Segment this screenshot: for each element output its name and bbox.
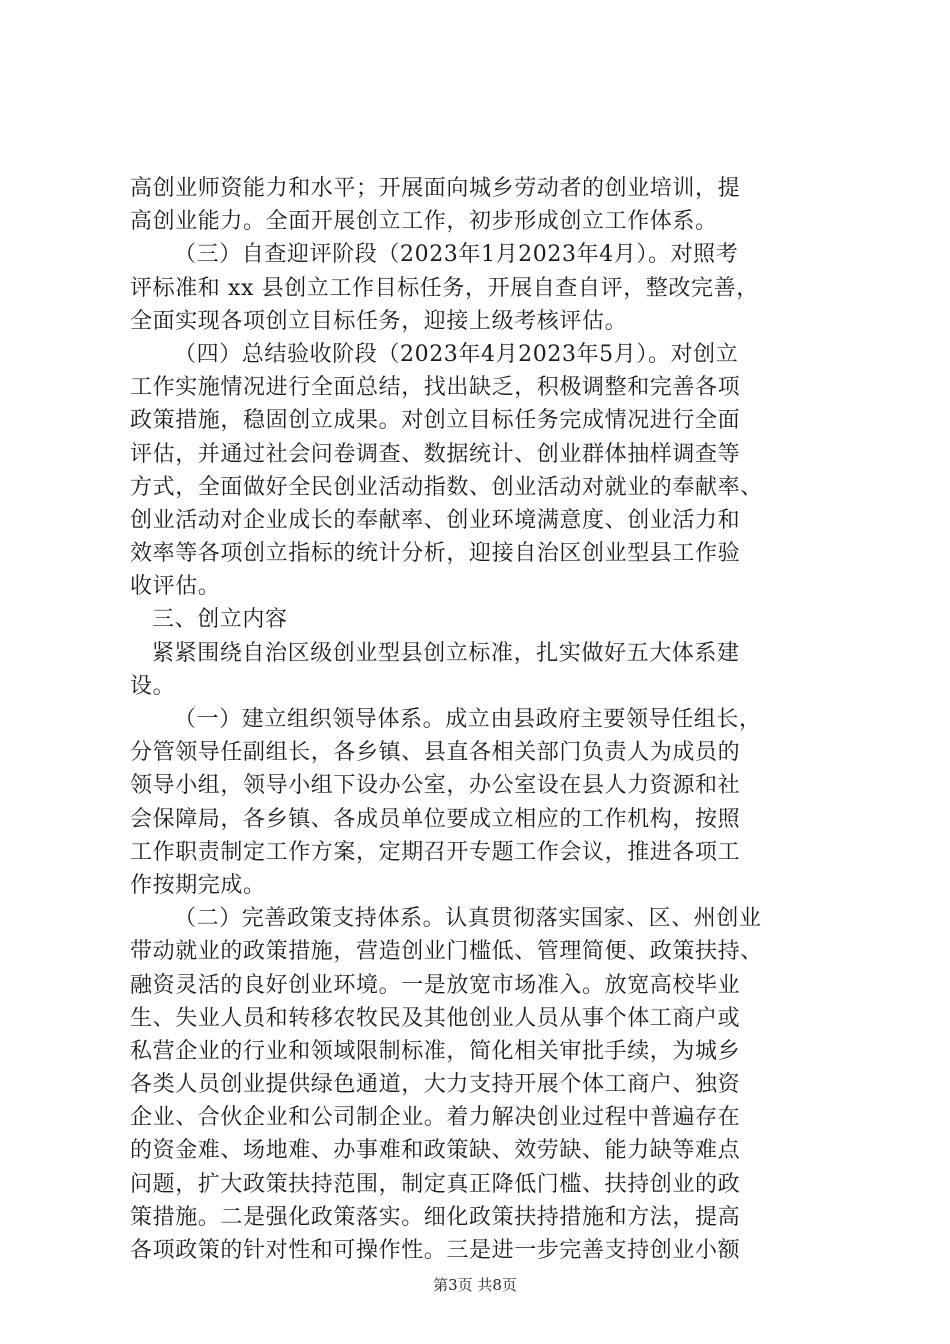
text-line: 领导小组，领导小组下设办公室，办公室设在县人力资源和社 [130, 773, 741, 799]
text-line: 方式，全面做好全民创业活动指数、创业活动对就业的奉献率、 [130, 474, 763, 500]
text-line: 各类人员创业提供绿色通道，大力支持开展个体工商户、独资 [130, 1072, 741, 1098]
text-line: 收评估。 [130, 574, 221, 600]
text-line: 全面实现各项创立目标任务，迎接上级考核评估。 [130, 308, 628, 334]
text-line: 高创业能力。全面开展创立工作，初步形成创立工作体系。 [130, 209, 718, 235]
text-line: 策措施。二是强化政策落实。细化政策扶持措施和方法，提高 [130, 1204, 741, 1230]
text-line: （一）建立组织领导体系。成立由县政府主要领导任组长， [174, 707, 762, 732]
text-line: 问题，扩大政策扶持范围，制定真正降低门槛、扶持创业的政 [130, 1171, 741, 1197]
text-line: （三）自查迎评阶段（2023年1月2023年4月）。对照考 [174, 242, 739, 268]
text-line: 评标准和 xx 县创立工作目标任务，开展自查自评，整改完善， [130, 275, 759, 301]
text-line: 企业、合伙企业和公司制企业。着力解决创业过程中普遍存在 [130, 1105, 741, 1131]
text-line: 政策措施，稳固创立成果。对创立目标任务完成情况进行全面 [130, 408, 741, 434]
text-line: 评估，并通过社会问卷调查、数据统计、创业群体抽样调查等 [130, 441, 741, 467]
text-line: 生、失业人员和转移农牧民及其他创业人员从事个体工商户或 [130, 1005, 741, 1031]
section-heading: 三、创立内容 [152, 607, 288, 633]
text-line: 融资灵活的良好创业环境。一是放宽市场准入。放宽高校毕业 [130, 972, 741, 998]
text-line: 私营企业的行业和领域限制标准，简化相关审批手续，为城乡 [130, 1038, 741, 1064]
text-line: 的资金难、场地难、办事难和政策缺、效劳缺、能力缺等难点 [130, 1138, 741, 1164]
text-line: 工作实施情况进行全面总结，找出缺乏，积极调整和完善各项 [130, 375, 741, 401]
text-line: 带动就业的政策措施，营造创业门槛低、管理简便、政策扶持、 [130, 939, 763, 965]
text-line: 会保障局，各乡镇、各成员单位要成立相应的工作机构，按照 [130, 806, 741, 832]
page-number-footer: 第3页 共8页 [433, 1276, 517, 1294]
text-line: （二）完善政策支持体系。认真贯彻落实国家、区、州创业 [174, 906, 762, 932]
text-line: 效率等各项创立指标的统计分析，迎接自治区创业型县工作验 [130, 541, 741, 567]
text-line: 紧紧围绕自治区级创业型县创立标准，扎实做好五大体系建 [152, 640, 740, 666]
text-line: 分管领导任副组长，各乡镇、县直各相关部门负责人为成员的 [130, 740, 741, 766]
text-line: 作按期完成。 [130, 872, 266, 898]
document-body [130, 172, 842, 1267]
text-line: （四）总结验收阶段（2023年4月2023年5月）。对创立 [174, 341, 739, 367]
text-line: 创业活动对企业成长的奉献率、创业环境满意度、创业活力和 [130, 507, 741, 533]
text-line: 高创业师资能力和水平；开展面向城乡劳动者的创业培训，提 [130, 176, 741, 201]
text-line: 设。 [130, 673, 176, 699]
text-line: 各项政策的针对性和可操作性。三是进一步完善支持创业小额 [130, 1238, 741, 1263]
text-line: 工作职责制定工作方案，定期召开专题工作会议，推进各项工 [130, 839, 741, 865]
